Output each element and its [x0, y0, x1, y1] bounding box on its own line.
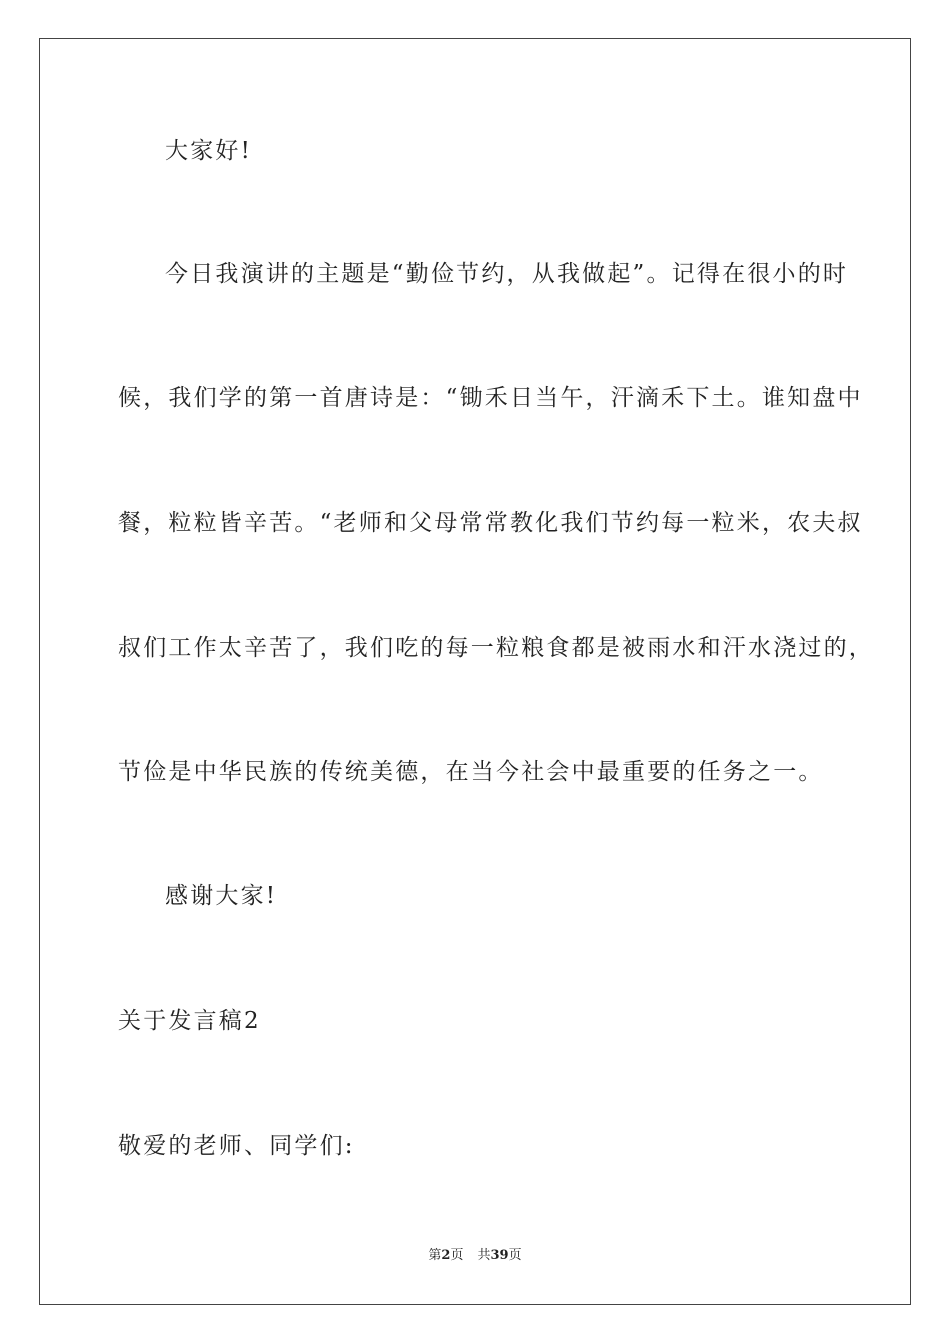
paragraph-line: 节俭是中华民族的传统美德，在当今社会中最重要的任务之一。: [118, 759, 824, 785]
section-heading: 关于发言稿2: [118, 1008, 261, 1034]
total-suffix: 页: [508, 1248, 522, 1263]
paragraph-line: 叔们工作太辛苦了，我们吃的每一粒粮食都是被雨水和汗水浇过的，: [118, 635, 874, 661]
page-prefix: 第: [428, 1248, 442, 1263]
closing-line: 感谢大家!: [165, 883, 278, 909]
paragraph-line: 今日我演讲的主题是“勤俭节约，从我做起”。记得在很小的时: [165, 261, 849, 287]
paragraph-line: 餐，粒粒皆辛苦。“老师和父母常常教化我们节约每一粒米，农夫叔: [118, 510, 863, 536]
greeting-line: 大家好!: [165, 138, 253, 164]
page-number: 2: [441, 1248, 451, 1263]
salutation-line: 敬爱的老师、同学们:: [118, 1133, 355, 1159]
total-prefix: 共: [477, 1248, 491, 1263]
page-footer: [0, 1246, 950, 1266]
total-pages: 39: [490, 1248, 509, 1263]
page-suffix: 页: [450, 1248, 464, 1263]
page-border: [39, 38, 911, 1305]
paragraph-line: 候，我们学的第一首唐诗是：“锄禾日当午，汗滴禾下土。谁知盘中: [118, 385, 863, 411]
